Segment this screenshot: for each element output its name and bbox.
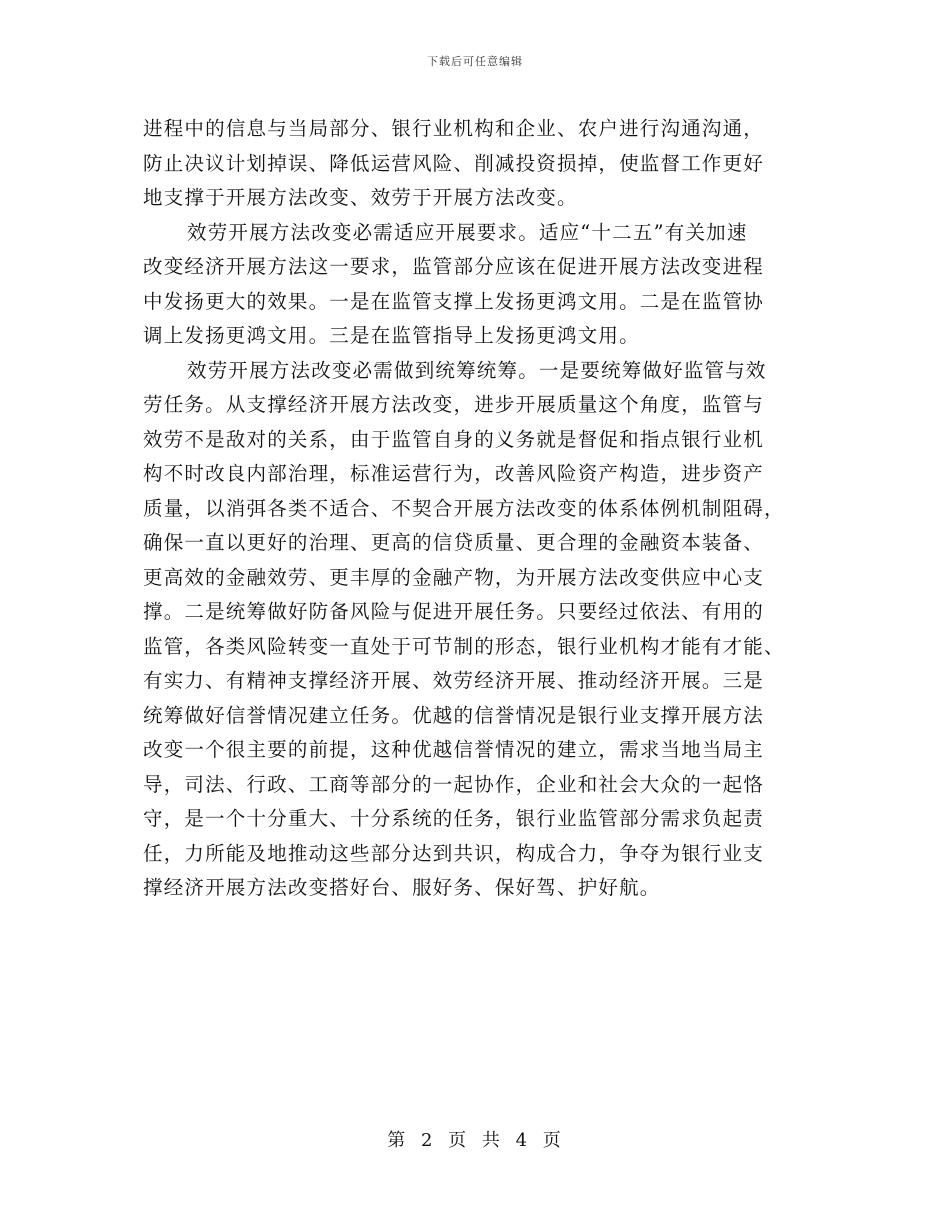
page-header: 下载后可任意编辑 [427, 55, 523, 68]
page-number-footer: 第 2 页 共 4 页 [387, 1130, 563, 1151]
document-body [143, 112, 815, 906]
paragraph-line: 构不时改良内部治理，标准运营行为，改善风险资产构造，进步资产 [143, 462, 765, 485]
paragraph-line: 中发扬更大的效果。一是在监管支撑上发扬更鸿文用。二是在监管协 [143, 289, 765, 313]
paragraph-line: 更高效的金融效劳、更丰厚的金融产物，为开展方法改变供应中心支 [143, 565, 765, 589]
paragraph-line: 效劳不是敌对的关系，由于监管自身的义务就是督促和指点银行业机 [143, 427, 765, 451]
paragraph-line: 监管，各类风险转变一直处于可节制的形态，银行业机构才能有才能、 [143, 634, 785, 658]
paragraph-line: 撑。二是统筹做好防备风险与促进开展任务。只要经过依法、有用的 [143, 600, 765, 623]
paragraph-line: 地支撑于开展方法改变、效劳于开展方法改变。 [143, 186, 578, 209]
paragraph-line: 确保一直以更好的治理、更高的信贷质量、更合理的金融资本装备、 [143, 531, 765, 554]
paragraph-3 [143, 354, 815, 906]
paragraph-first-line: 效劳开展方法改变必需做到统筹统筹。一是要统筹做好监管与效 [187, 358, 767, 382]
paragraph-line: 撑经济开展方法改变搭好台、服好务、保好驾、护好航。 [143, 876, 661, 899]
paragraph-line: 调上发扬更鸿文用。三是在监管指导上发扬更鸿文用。 [143, 324, 640, 347]
paragraph-line: 导，司法、行政、工商等部分的一起协作，企业和社会大众的一起恪 [143, 772, 765, 796]
paragraph-line: 任，力所能及地推动这些部分达到共识，构成合力，争夺为银行业支 [143, 841, 765, 865]
paragraph-1 [143, 112, 815, 216]
paragraph-line: 改变经济开展方法这一要求，监管部分应该在促进开展方法改变进程 [143, 255, 765, 278]
paragraph-line: 劳任务。从支撑经济开展方法改变，进步开展质量这个角度，监管与 [143, 393, 765, 416]
paragraph-line: 改变一个很主要的前提，这种优越信誉情况的建立，需求当地当局主 [143, 738, 765, 761]
paragraph-line: 防止决议计划掉误、降低运营风险、削减投资损掉，使监督工作更好 [143, 151, 765, 175]
paragraph-line: 统筹做好信誉情况建立任务。优越的信誉情况是银行业支撑开展方法 [143, 703, 765, 727]
paragraph-2 [143, 216, 815, 354]
paragraph-line: 质量，以消弭各类不适合、不契合开展方法改变的体系体例机制阻碍， [143, 496, 785, 520]
paragraph-first-line: 效劳开展方法改变必需适应开展要求。适应“十二五”有关加速 [187, 220, 748, 244]
paragraph-line: 守，是一个十分重大、十分系统的任务，银行业监管部分需求负起责 [143, 807, 765, 830]
paragraph-line: 有实力、有精神支撑经济开展、效劳经济开展、推动经济开展。三是 [143, 669, 765, 692]
paragraph-line: 进程中的信息与当局部分、银行业机构和企业、农户进行沟通沟通， [143, 117, 765, 140]
